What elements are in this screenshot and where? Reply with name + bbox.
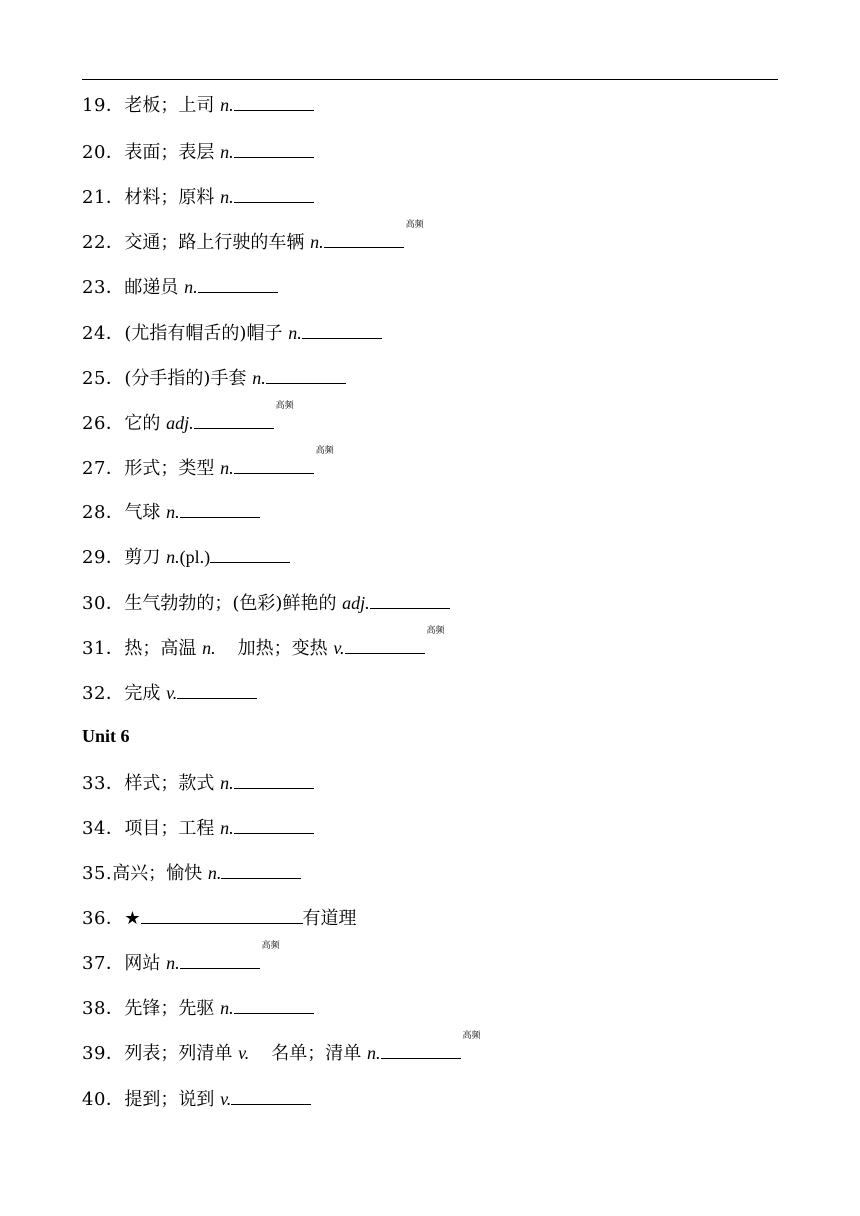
vocab-item-29 bbox=[82, 544, 290, 568]
answer-blank[interactable] bbox=[194, 410, 274, 429]
item-meaning-secondary: 加热；变热 bbox=[237, 638, 334, 659]
star-icon: ★ bbox=[124, 908, 141, 929]
answer-blank[interactable] bbox=[234, 770, 314, 789]
item-meaning: 热；高温 bbox=[124, 638, 203, 659]
item-part-of-speech: n. bbox=[220, 773, 234, 793]
item-number: 38． bbox=[82, 998, 125, 1019]
item-part-of-speech: adj. bbox=[166, 413, 194, 433]
item-number: 23． bbox=[82, 277, 125, 298]
vocab-item-37 bbox=[82, 941, 280, 974]
item-number: 24． bbox=[82, 323, 125, 344]
item-meaning: 气球 bbox=[124, 502, 167, 523]
vocab-item-34 bbox=[82, 815, 314, 839]
item-meaning: 交通；路上行驶的车辆 bbox=[124, 232, 311, 253]
header-rule bbox=[82, 79, 778, 80]
high-frequency-badge: 高频 bbox=[315, 446, 334, 456]
vocab-item-22 bbox=[82, 220, 424, 253]
item-meaning: 老板；上司 bbox=[124, 95, 221, 116]
item-number: 27． bbox=[82, 458, 125, 479]
item-meaning: 邮递员 bbox=[124, 277, 185, 298]
item-part-of-speech: n. bbox=[288, 323, 302, 343]
vocab-item-28 bbox=[82, 499, 260, 523]
high-frequency-badge: 高频 bbox=[405, 220, 424, 230]
item-part-of-speech: n. bbox=[310, 232, 324, 252]
item-number: 39． bbox=[82, 1043, 125, 1064]
answer-blank[interactable] bbox=[302, 320, 382, 339]
item-number: 21． bbox=[82, 187, 125, 208]
unit-heading: Unit 6 bbox=[82, 726, 130, 746]
item-meaning: 先锋；先驱 bbox=[124, 998, 221, 1019]
item-meaning: 网站 bbox=[124, 953, 167, 974]
item-number: 30． bbox=[82, 593, 125, 614]
item-number: 34． bbox=[82, 818, 125, 839]
answer-blank[interactable] bbox=[198, 274, 278, 293]
answer-blank[interactable] bbox=[370, 590, 450, 609]
vocab-item-27 bbox=[82, 446, 334, 479]
vocab-item-33 bbox=[82, 770, 314, 794]
answer-blank[interactable] bbox=[231, 1086, 311, 1105]
answer-blank[interactable] bbox=[324, 229, 404, 248]
item-part-of-speech: n. bbox=[184, 277, 198, 297]
item-plural-note: (pl.) bbox=[179, 547, 211, 567]
item-meaning: 剪刀 bbox=[124, 547, 167, 568]
item-part-of-speech: n. bbox=[207, 863, 222, 883]
vocab-item-26 bbox=[82, 401, 294, 434]
answer-blank[interactable] bbox=[141, 905, 303, 924]
item-part-of-speech: n. bbox=[220, 187, 234, 207]
item-number: 29． bbox=[82, 547, 125, 568]
item-part-of-speech: v. bbox=[220, 1089, 232, 1109]
item-number: 19． bbox=[82, 95, 125, 116]
answer-blank[interactable] bbox=[234, 184, 314, 203]
item-meaning: 高兴；愉快 bbox=[112, 863, 208, 884]
answer-blank[interactable] bbox=[221, 860, 301, 879]
item-meaning: (分手指的)手套 bbox=[124, 368, 253, 389]
answer-blank[interactable] bbox=[234, 995, 314, 1014]
item-number: 20． bbox=[82, 142, 125, 163]
answer-blank[interactable] bbox=[234, 92, 314, 111]
vocab-item-23 bbox=[82, 274, 278, 298]
item-number: 31． bbox=[82, 638, 125, 659]
answer-blank[interactable] bbox=[381, 1040, 461, 1059]
item-meaning: (尤指有帽舌的)帽子 bbox=[124, 323, 289, 344]
item-part-of-speech: n. bbox=[166, 953, 180, 973]
item-meaning: 项目；工程 bbox=[124, 818, 221, 839]
item-part-of-speech-secondary: v. bbox=[333, 638, 345, 658]
answer-blank[interactable] bbox=[266, 365, 346, 384]
item-meaning: 生气勃勃的；(色彩)鲜艳的 bbox=[124, 593, 343, 614]
vocab-item-31 bbox=[82, 626, 445, 659]
item-meaning: 它的 bbox=[124, 413, 167, 434]
item-number: 32． bbox=[82, 683, 125, 704]
item-number: 26． bbox=[82, 413, 125, 434]
item-part-of-speech: n. bbox=[220, 818, 234, 838]
vocab-item-25 bbox=[82, 365, 346, 389]
vocab-item-30 bbox=[82, 590, 450, 614]
item-number: 40． bbox=[82, 1089, 125, 1110]
item-part-of-speech-secondary: n. bbox=[367, 1043, 381, 1063]
vocab-item-40 bbox=[82, 1086, 311, 1110]
item-meaning: 形式；类型 bbox=[124, 458, 221, 479]
item-number: 35. bbox=[82, 863, 113, 884]
vocab-item-21 bbox=[82, 184, 314, 208]
item-meaning: 完成 bbox=[124, 683, 167, 704]
item-part-of-speech: adj. bbox=[342, 593, 370, 613]
item-number: 33． bbox=[82, 773, 125, 794]
item-part-of-speech: n. bbox=[252, 368, 266, 388]
item-number: 22． bbox=[82, 232, 125, 253]
item-part-of-speech: n. bbox=[166, 502, 180, 522]
item-meaning: 样式；款式 bbox=[124, 773, 221, 794]
item-meaning-secondary: 名单；清单 bbox=[271, 1043, 368, 1064]
item-number: 28． bbox=[82, 502, 125, 523]
item-part-of-speech: v. bbox=[238, 1043, 250, 1063]
answer-blank[interactable] bbox=[180, 950, 260, 969]
vocab-item-32 bbox=[82, 680, 257, 704]
item-meaning: 表面；表层 bbox=[124, 142, 221, 163]
item-number: 25． bbox=[82, 368, 125, 389]
high-frequency-badge: 高频 bbox=[275, 401, 294, 411]
item-part-of-speech: n. bbox=[166, 547, 180, 567]
answer-blank[interactable] bbox=[210, 544, 290, 563]
item-part-of-speech: n. bbox=[202, 638, 216, 658]
item-part-of-speech: n. bbox=[220, 458, 234, 478]
answer-blank[interactable] bbox=[234, 139, 314, 158]
high-frequency-badge: 高频 bbox=[426, 626, 445, 636]
answer-blank[interactable] bbox=[177, 680, 257, 699]
item-meaning: 材料；原料 bbox=[124, 187, 221, 208]
item-phrase-ending: 有道理 bbox=[302, 908, 357, 929]
item-meaning: 提到；说到 bbox=[124, 1089, 221, 1110]
answer-blank[interactable] bbox=[180, 499, 260, 518]
vocab-item-38 bbox=[82, 995, 314, 1019]
item-part-of-speech: n. bbox=[220, 95, 234, 115]
answer-blank[interactable] bbox=[345, 635, 425, 654]
vocab-item-35 bbox=[82, 860, 301, 884]
item-part-of-speech: n. bbox=[220, 142, 234, 162]
item-number: 36． bbox=[82, 908, 125, 929]
answer-blank[interactable] bbox=[234, 815, 314, 834]
vocab-item-24 bbox=[82, 320, 382, 344]
vocab-item-20 bbox=[82, 139, 314, 163]
item-part-of-speech: n. bbox=[220, 998, 234, 1018]
answer-blank[interactable] bbox=[234, 455, 314, 474]
vocab-item-19 bbox=[82, 92, 314, 116]
item-number: 37． bbox=[82, 953, 125, 974]
high-frequency-badge: 高频 bbox=[462, 1031, 481, 1041]
item-part-of-speech: v. bbox=[166, 683, 178, 703]
vocab-item-39 bbox=[82, 1031, 481, 1064]
vocab-item-36 bbox=[82, 905, 357, 929]
item-meaning: 列表；列清单 bbox=[124, 1043, 239, 1064]
high-frequency-badge: 高频 bbox=[261, 941, 280, 951]
